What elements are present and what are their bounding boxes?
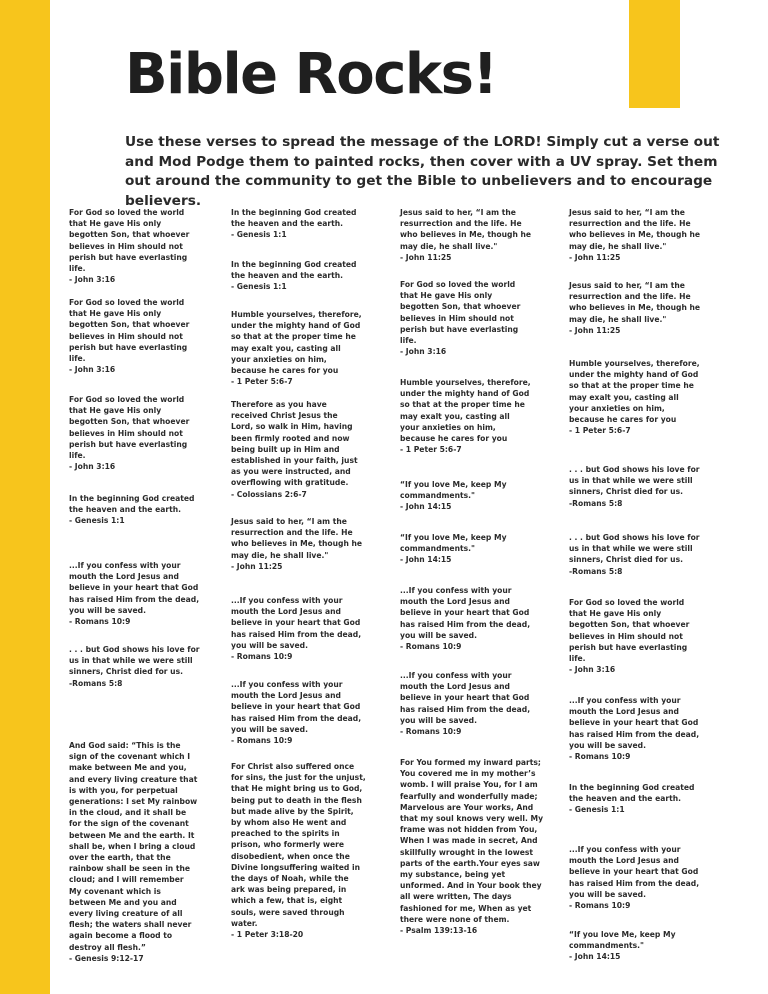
verse-card <box>569 207 700 263</box>
verse-reference: - Romans 10:9 <box>231 736 293 746</box>
verse-text: For God so loved the world that He gave His only begotten Son, that whoever believes in Him should not perish but have everlasting life. <box>69 395 190 461</box>
left-accent-bar <box>0 0 50 994</box>
verse-text: . . . but God shows his love for us in that while we were still sinners, Christ died for us. <box>569 465 700 497</box>
verse-text: For God so loved the world that He gave His only begotten Son, that whoever believes in Him should not perish but have everlasting life. <box>69 208 190 274</box>
verse-card <box>231 679 361 746</box>
verse-text: ...If you confess with your mouth the Lord Jesus and believe in your heart that God has raised Him from the dead, you will be saved. <box>231 680 362 734</box>
verse-card <box>400 207 531 263</box>
verse-card <box>69 644 200 689</box>
verse-card <box>569 358 700 436</box>
verse-reference: -Romans 5:8 <box>569 498 623 508</box>
verse-reference: - Romans 10:9 <box>569 752 631 762</box>
verse-text: In the beginning God created the heaven and the earth. <box>231 208 357 229</box>
verse-text: ...If you confess with your mouth the Lord Jesus and believe in your heart that God has raised Him from the dead, you will be saved. <box>231 596 362 650</box>
verse-reference: - John 14:15 <box>569 952 621 962</box>
verse-text: Humble yourselves, therefore, under the mighty hand of God so that at the proper time he may exalt you, casting all your anxieties on him, because he cares for you <box>400 378 531 444</box>
verse-reference: - Genesis 1:1 <box>569 805 625 815</box>
verse-card <box>231 399 358 500</box>
verse-reference: -Romans 5:8 <box>69 678 123 688</box>
verse-text: For God so loved the world that He gave His only begotten Son, that whoever believes in Him should not perish but have everlasting life. <box>569 598 690 664</box>
verse-card <box>69 207 189 285</box>
verse-card <box>231 259 357 293</box>
verse-reference: - John 11:25 <box>231 561 283 571</box>
verse-text: For You formed my inward parts; You covered me in my mother’s womb. I will praise You, for I am fearfully and wonderfully made; Marvelous are Your works, And that my soul knows very well. My frame was not hidden from You, When I was made in secret, And skillfully wrought in the lowest parts of the earth.Your eyes saw my substance, being yet unformed. And in Your book they all were written, The days fashioned for me, When as yet there were none of them. <box>400 758 544 924</box>
verse-card <box>569 464 700 509</box>
verse-card <box>400 377 531 455</box>
verse-card <box>400 532 507 566</box>
verse-reference: - John 14:15 <box>400 502 452 512</box>
verse-text: Jesus said to her, “I am the resurrection and the life. He who believes in Me, though he may die, he shall live." <box>400 208 532 251</box>
verse-reference: - John 11:25 <box>569 325 621 335</box>
verse-reference: - 1 Peter 5:6-7 <box>569 426 631 436</box>
verse-reference: - John 14:15 <box>400 555 452 565</box>
verse-reference: - 1 Peter 5:6-7 <box>400 445 462 455</box>
verse-reference: - Genesis 9:12-17 <box>69 953 144 963</box>
verse-text: ...If you confess with your mouth the Lord Jesus and believe in your heart that God has raised Him from the dead, you will be saved. <box>569 845 700 899</box>
verse-text: In the beginning God created the heaven and the earth. <box>569 783 695 804</box>
top-right-accent-bar <box>629 0 680 108</box>
verse-reference: - Romans 10:9 <box>69 617 131 627</box>
verse-text: “If you love Me, keep My commandments." <box>400 533 507 554</box>
verse-text: ...If you confess with your mouth the Lord Jesus and believe in your heart that God has raised Him from the dead, you will be saved. <box>400 671 531 725</box>
verse-text: Jesus said to her, “I am the resurrection and the life. He who believes in Me, though he may die, he shall live." <box>569 208 701 251</box>
verse-card <box>569 844 699 911</box>
verse-card <box>231 207 357 241</box>
verse-card <box>231 516 362 572</box>
verse-card <box>69 560 199 627</box>
verse-card <box>400 757 543 936</box>
verse-reference: - John 3:16 <box>69 462 116 472</box>
verse-reference: - John 3:16 <box>69 365 116 375</box>
verse-text: Jesus said to her, “I am the resurrection and the life. He who believes in Me, though he may die, he shall live." <box>231 517 363 560</box>
verse-card <box>400 479 507 513</box>
verse-text: And God said: “This is the sign of the covenant which I make between Me and you, and every living creature that is with you, for perpetual generations: I set My rainbow in the cloud, and it shall be for the sign of the covenant between Me and the earth. It shall be, when I bring a cloud over the earth, that the rainbow shall be seen in the cloud; and I will remember My covenant which is between Me and you and every living creature of all flesh; the waters shall never again become a flood to destroy all flesh.” <box>69 741 198 952</box>
verse-reference: - 1 Peter 5:6-7 <box>231 377 293 387</box>
verse-text: ...If you confess with your mouth the Lord Jesus and believe in your heart that God has raised Him from the dead, you will be saved. <box>569 696 700 750</box>
verse-text: Humble yourselves, therefore, under the mighty hand of God so that at the proper time he may exalt you, casting all your anxieties on him, because he cares for you <box>569 359 700 425</box>
verse-card <box>69 297 189 375</box>
verse-reference: - John 3:16 <box>69 275 116 285</box>
verse-reference: - Colossians 2:6-7 <box>231 489 307 499</box>
verse-reference: - 1 Peter 3:18-20 <box>231 930 304 940</box>
verse-text: In the beginning God created the heaven and the earth. <box>231 260 357 281</box>
verse-card <box>400 279 520 357</box>
verse-card <box>400 585 530 652</box>
verse-text: Jesus said to her, “I am the resurrection and the life. He who believes in Me, though he may die, he shall live." <box>569 281 701 324</box>
verse-reference: - Psalm 139:13-16 <box>400 926 478 936</box>
verse-reference: - Genesis 1:1 <box>69 516 125 526</box>
verse-card <box>569 695 699 762</box>
verse-text: Humble yourselves, therefore, under the mighty hand of God so that at the proper time he may exalt you, casting all your anxieties on him, because he cares for you <box>231 310 362 376</box>
verse-reference: - John 11:25 <box>400 252 452 262</box>
verse-text: For God so loved the world that He gave His only begotten Son, that whoever believes in Him should not perish but have everlasting life. <box>400 280 521 346</box>
verse-reference: -Romans 5:8 <box>569 566 623 576</box>
verse-text: In the beginning God created the heaven and the earth. <box>69 494 195 515</box>
verse-card <box>569 597 689 675</box>
verse-card <box>69 394 189 472</box>
verse-card <box>231 761 366 940</box>
verse-reference: - Romans 10:9 <box>400 727 462 737</box>
verse-card <box>400 670 530 737</box>
intro-paragraph: Use these verses to spread the message of the LORD! Simply cut a verse out and Mod Podge them to painted rocks, then cover with a UV spray. Set them out around the community to get the Bible to unbelievers and to encourage believers. <box>125 134 720 209</box>
verse-card <box>69 740 197 964</box>
verse-reference: - John 3:16 <box>400 347 447 357</box>
verse-text: Therefore as you have received Christ Jesus the Lord, so walk in Him, having been firmly rooted and now being built up in Him and established in your faith, just as you were instructed, and overflowing with gratitude. <box>231 400 358 488</box>
verse-card <box>569 782 695 816</box>
page-title: Bible Rocks! <box>125 42 497 107</box>
verse-card <box>69 493 195 527</box>
verse-reference: - Romans 10:9 <box>231 652 293 662</box>
verse-text: “If you love Me, keep My commandments." <box>400 480 507 501</box>
verse-reference: - Romans 10:9 <box>569 901 631 911</box>
verse-card <box>231 595 361 662</box>
verse-card <box>569 532 700 577</box>
verse-text: . . . but God shows his love for us in that while we were still sinners, Christ died for us. <box>69 645 200 677</box>
verse-text: “If you love Me, keep My commandments." <box>569 930 676 951</box>
verse-card <box>231 309 362 387</box>
verse-text: . . . but God shows his love for us in that while we were still sinners, Christ died for us. <box>569 533 700 565</box>
verse-reference: - John 3:16 <box>569 665 616 675</box>
verse-text: ...If you confess with your mouth the Lord Jesus and believe in your heart that God has raised Him from the dead, you will be saved. <box>400 586 531 640</box>
verse-text: ...If you confess with your mouth the Lord Jesus and believe in your heart that God has raised Him from the dead, you will be saved. <box>69 561 200 615</box>
verse-reference: - Genesis 1:1 <box>231 230 287 240</box>
verse-text: For God so loved the world that He gave His only begotten Son, that whoever believes in Him should not perish but have everlasting life. <box>69 298 190 364</box>
verse-reference: - John 11:25 <box>569 252 621 262</box>
verse-card <box>569 929 676 963</box>
verse-reference: - Romans 10:9 <box>400 642 462 652</box>
verse-reference: - Genesis 1:1 <box>231 282 287 292</box>
verse-card <box>569 280 700 336</box>
verse-text: For Christ also suffered once for sins, the just for the unjust, that He might bring us to God, being put to death in the flesh but made alive by the Spirit, by whom also He went and preached to the spirits in prison, who formerly were disobedient, when once the Divine longsuffering waited in the days of Noah, while the ark was being prepared, in which a few, that is, eight souls, were saved through water. <box>231 762 366 928</box>
